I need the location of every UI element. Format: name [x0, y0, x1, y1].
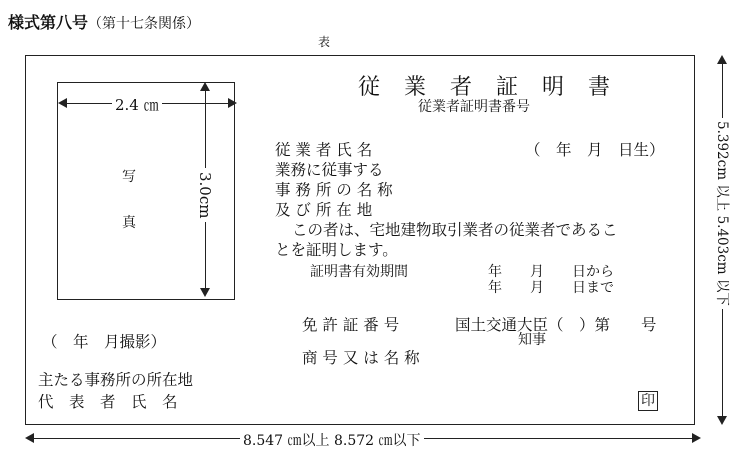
- card-width-label: 8.547 ㎝以上 8.572 ㎝以下: [240, 430, 424, 450]
- office-label-line-2: 事 務 所 の 名 称: [275, 181, 393, 199]
- certificate-number-label: 従業者証明書番号: [418, 99, 530, 115]
- office-label-line-3: 及 び 所 在 地: [275, 201, 373, 219]
- validity-from: 年 月 日から: [488, 264, 614, 280]
- card-width-arrow-right-icon: [692, 433, 701, 443]
- office-label-line-1: 業務に従事する: [275, 161, 384, 179]
- validity-to: 年 月 日まで: [488, 280, 614, 296]
- main-office-location-label: 主たる事務所の所在地: [38, 371, 194, 389]
- trade-name-label: 商 号 又 は 名 称: [302, 349, 420, 367]
- card-width-arrow-left-icon: [25, 433, 34, 443]
- seal-mark: 印: [638, 391, 658, 411]
- license-number-label: 免 許 証 番 号: [302, 316, 400, 334]
- form-ref: （第十七条関係）: [88, 16, 201, 32]
- certification-text-line-1: この者は、宅地建物取引業者の従業者であるこ: [292, 221, 618, 239]
- certification-text-line-2: とを証明します。: [275, 241, 398, 259]
- photo-height-arrow-down-icon: [200, 288, 210, 297]
- form-title: [8, 10, 200, 33]
- photo-width-arrow-left-icon: [58, 98, 67, 108]
- photo-width-arrow-right-icon: [228, 98, 237, 108]
- photo-height-label: 3.0cm: [196, 168, 214, 222]
- card-height-arrow-down-icon: [717, 416, 727, 425]
- form-name: 様式第八号: [8, 13, 89, 32]
- certificate-title: 従業者証明書: [358, 75, 635, 100]
- representative-name-label: 代 表 者 氏 名: [38, 393, 178, 411]
- license-governor: 知事: [518, 332, 546, 348]
- table-label: 表: [318, 35, 331, 49]
- photo-date-label: （ 年 月撮影）: [42, 333, 167, 351]
- photo-height-arrow-up-icon: [200, 82, 210, 91]
- birth-date-label: （ 年 月 日生）: [525, 141, 665, 159]
- validity-label: 証明書有効期間: [310, 264, 408, 280]
- photo-char-1: 写: [122, 169, 136, 185]
- photo-width-label: 2.4 ㎝: [112, 94, 162, 115]
- license-authority: 国土交通大臣（ ）第 号: [455, 316, 657, 334]
- card-height-label: 5.392cm 以上 5.403cm 以下: [714, 118, 734, 309]
- employee-name-label: 従 業 者 氏 名: [275, 141, 373, 159]
- card-height-arrow-up-icon: [717, 55, 727, 64]
- photo-char-2: 真: [122, 215, 136, 231]
